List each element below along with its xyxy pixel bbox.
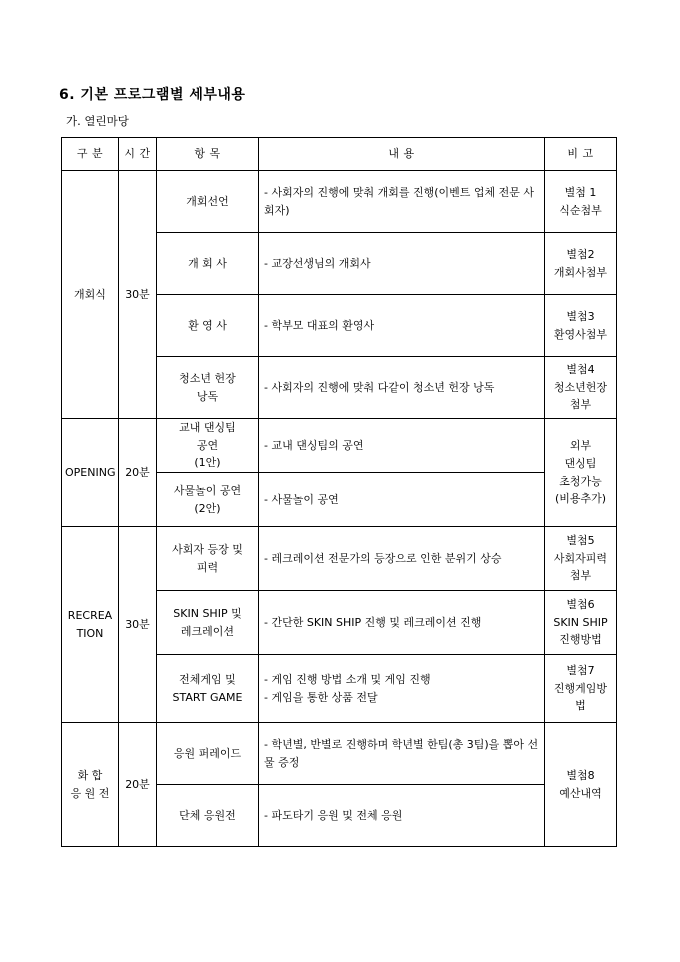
- header-category: 구 분: [62, 138, 119, 171]
- item-cell: 교내 댄싱팀 공연 (1안): [157, 419, 259, 473]
- table-row: [62, 527, 617, 591]
- note-cell: 별첨 1 식순첨부: [545, 171, 617, 233]
- content-line: - 교내 댄싱팀의 공연: [264, 438, 364, 452]
- content-cell: [259, 723, 545, 785]
- content-cell: [259, 527, 545, 591]
- note-cell: 별첨4 청소년헌장 첨부: [545, 357, 617, 419]
- content-line: - 사회자의 진행에 맞춰 다같이 청소년 헌장 낭독: [264, 380, 495, 394]
- category-cell: 화 합 응 원 전: [62, 723, 119, 847]
- content-line: - 게임 진행 방법 소개 및 게임 진행: [264, 672, 431, 686]
- content-cell: [259, 419, 545, 473]
- content-cell: [259, 655, 545, 723]
- header-item: 항 목: [157, 138, 259, 171]
- note-cell: 별첨3 환영사첨부: [545, 295, 617, 357]
- item-cell: 개 회 사: [157, 233, 259, 295]
- program-table: [61, 137, 617, 847]
- time-cell: 30분: [119, 527, 157, 723]
- note-cell: 별첨6 SKIN SHIP 진행방법: [545, 591, 617, 655]
- table-header-row: [62, 138, 617, 171]
- time-cell: 30분: [119, 171, 157, 419]
- content-cell: [259, 295, 545, 357]
- category-cell: OPENING: [62, 419, 119, 527]
- note-cell: 별첨2 개회사첨부: [545, 233, 617, 295]
- item-cell: 전체게임 및 START GAME: [157, 655, 259, 723]
- content-line: - 간단한 SKIN SHIP 진행 및 레크레이션 진행: [264, 615, 482, 629]
- table-row: [62, 171, 617, 233]
- content-line: - 학년별, 반별로 진행하며 학년별 한팀(총 3팀)을 뽑아 선물 증정: [264, 737, 539, 769]
- content-line: - 학부모 대표의 환영사: [264, 318, 375, 332]
- category-cell: RECREA TION: [62, 527, 119, 723]
- header-note: 비 고: [545, 138, 617, 171]
- header-content: 내 용: [259, 138, 545, 171]
- time-cell: 20분: [119, 419, 157, 527]
- content-line: - 교장선생님의 개회사: [264, 256, 371, 270]
- content-line: - 사물놀이 공연: [264, 492, 339, 506]
- content-line: - 파도타기 응원 및 전체 응원: [264, 808, 403, 822]
- item-cell: 사물놀이 공연 (2안): [157, 473, 259, 527]
- item-cell: 환 영 사: [157, 295, 259, 357]
- content-cell: [259, 171, 545, 233]
- note-cell: 별첨8 예산내역: [545, 723, 617, 847]
- content-cell: [259, 785, 545, 847]
- content-cell: [259, 591, 545, 655]
- item-cell: 사회자 등장 및 피력: [157, 527, 259, 591]
- header-time: 시 간: [119, 138, 157, 171]
- content-line: - 레크레이션 전문가의 등장으로 인한 분위기 상승: [264, 551, 502, 565]
- note-cell: 외부 댄싱팀 초청가능 (비용추가): [545, 419, 617, 527]
- table-row: [62, 419, 617, 473]
- note-cell: 별첨7 진행게임방 법: [545, 655, 617, 723]
- item-cell: SKIN SHIP 및 레크레이션: [157, 591, 259, 655]
- note-cell: 별첨5 사회자피력 첨부: [545, 527, 617, 591]
- item-cell: 개회선언: [157, 171, 259, 233]
- item-cell: 응원 퍼레이드: [157, 723, 259, 785]
- item-cell: 청소년 헌장 낭독: [157, 357, 259, 419]
- content-cell: [259, 473, 545, 527]
- section-title: 6. 기본 프로그램별 세부내용: [59, 87, 246, 103]
- content-cell: [259, 357, 545, 419]
- content-cell: [259, 233, 545, 295]
- item-cell: 단체 응원전: [157, 785, 259, 847]
- time-cell: 20분: [119, 723, 157, 847]
- category-cell: 개회식: [62, 171, 119, 419]
- content-line: - 게임을 통한 상품 전달: [264, 690, 378, 704]
- table-row: [62, 723, 617, 785]
- content-line: - 사회자의 진행에 맞춰 개회를 진행(이벤트 업체 전문 사회자): [264, 185, 535, 217]
- subsection-title: 가. 열린마당: [66, 114, 129, 128]
